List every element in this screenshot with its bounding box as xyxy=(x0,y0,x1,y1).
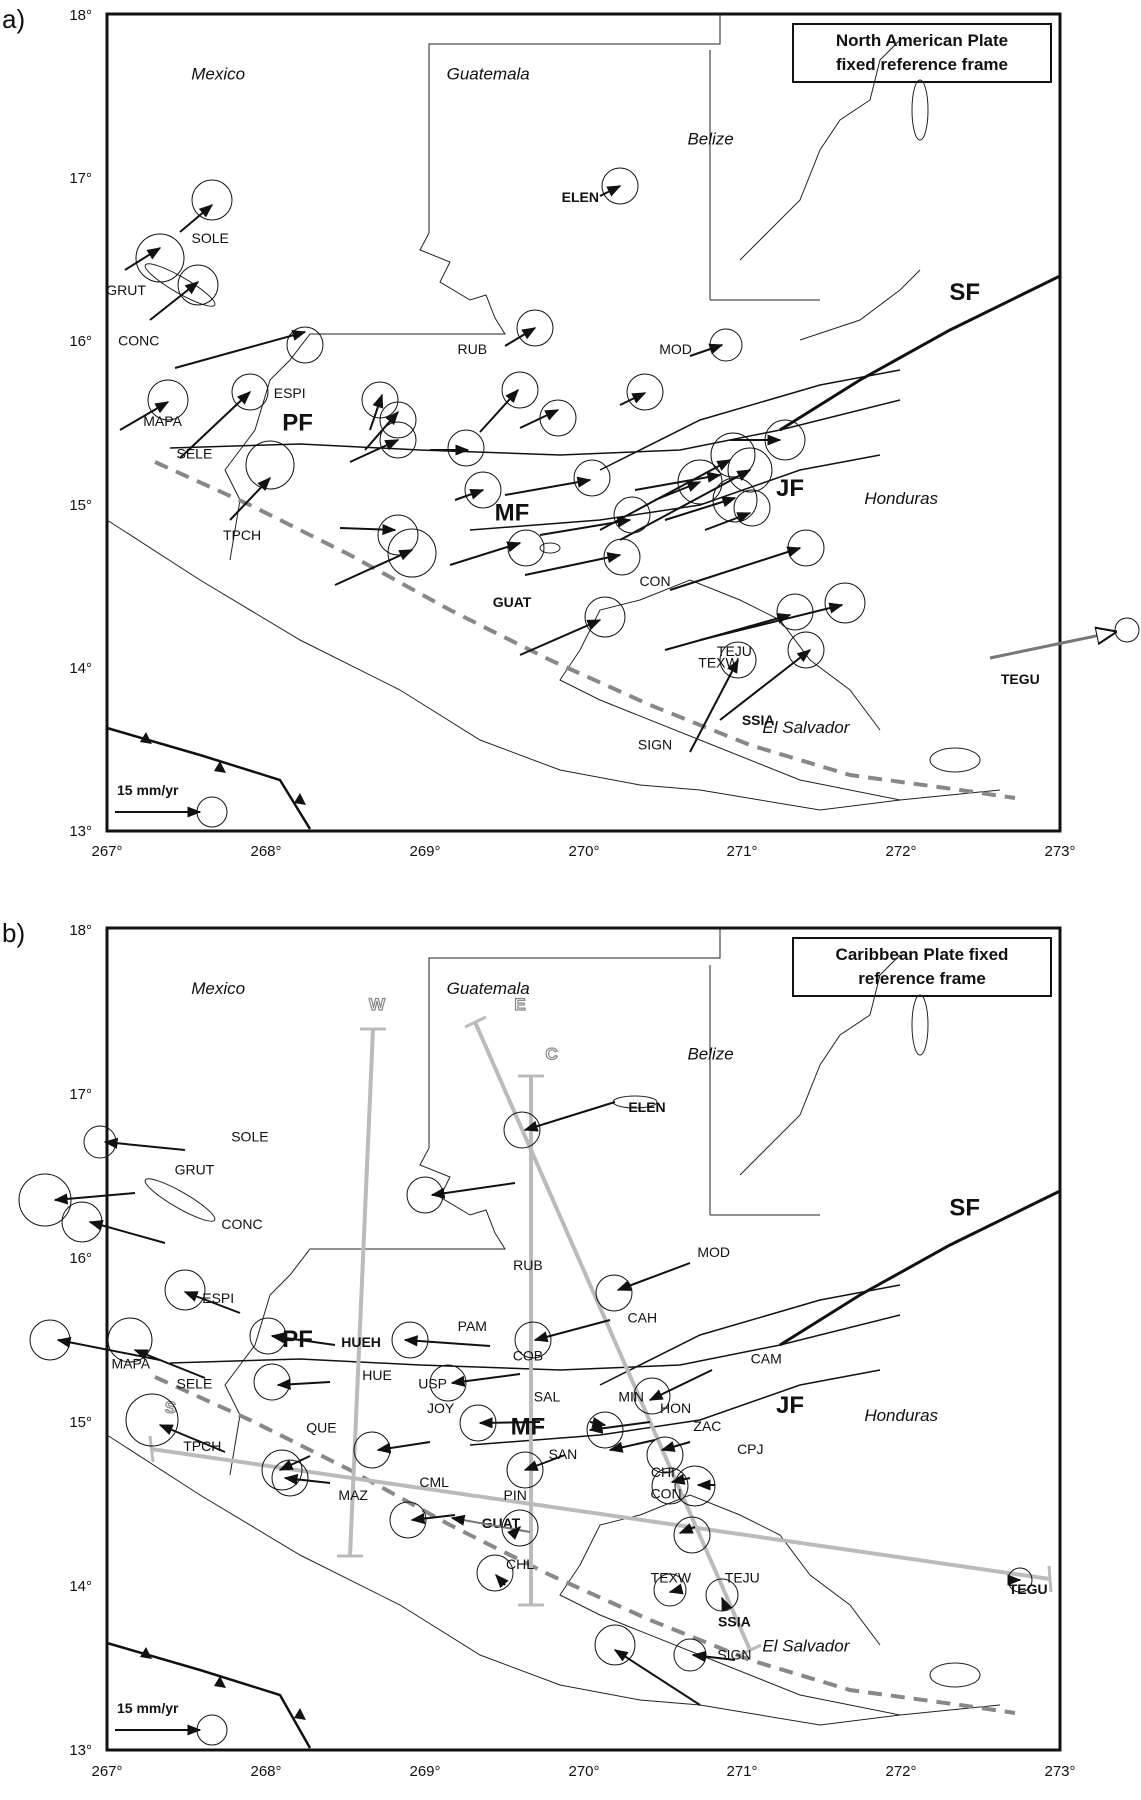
station-label-sign: SIGN xyxy=(637,736,673,753)
scale-arrow xyxy=(115,1700,227,1745)
lat-tick: 17° xyxy=(69,1086,92,1103)
station-label-cml: CML xyxy=(419,1474,449,1490)
station-label-mod: MOD xyxy=(659,340,692,357)
station-label-maz: MAZ xyxy=(338,1487,368,1504)
profile-label-e: E xyxy=(514,995,526,1015)
lon-tick: 268° xyxy=(250,843,282,860)
lon-tick: 270° xyxy=(568,1763,600,1780)
coast-islands xyxy=(141,995,980,1687)
country-label-honduras: Honduras xyxy=(864,1406,939,1426)
lat-tick: 16° xyxy=(69,1250,92,1267)
lon-tick: 273° xyxy=(1044,843,1076,860)
station-label-cob: COB xyxy=(512,1347,544,1364)
station-label-usp: USP xyxy=(418,1375,447,1392)
fault-label-mf: MF xyxy=(494,499,530,527)
lat-tick: 13° xyxy=(69,823,92,840)
lon-ticks xyxy=(91,1763,1075,1780)
profile-label-w: W xyxy=(368,995,386,1015)
lat-tick: 16° xyxy=(69,333,92,350)
station-label-sele: SELE xyxy=(176,445,213,462)
station-label-sal: SAL xyxy=(533,1388,561,1405)
station-label-grut: GRUT xyxy=(106,282,146,298)
station-label-sele: SELE xyxy=(176,1375,213,1392)
coast-islands xyxy=(141,80,980,772)
station-label-chi: CHI xyxy=(650,1464,675,1481)
station-label-conc: CONC xyxy=(221,1215,263,1232)
station-label-que: QUE xyxy=(306,1419,337,1436)
frame-title-box xyxy=(793,938,1051,996)
station-label-joy: JOY xyxy=(426,1400,455,1416)
lon-tick: 268° xyxy=(250,1763,282,1780)
country-label-mexico: Mexico xyxy=(191,64,246,84)
station-label-hueh: HUEH xyxy=(341,1334,381,1351)
profile-label-c: C xyxy=(545,1044,558,1064)
lat-tick: 14° xyxy=(69,660,92,677)
fault-label-jf: JF xyxy=(775,1392,805,1419)
fault-label-sf: SF xyxy=(949,278,981,306)
lon-tick: 272° xyxy=(885,1763,917,1780)
station-label-sign: SIGN xyxy=(717,1646,752,1663)
panel-b xyxy=(2,918,1076,1780)
fault-label-sf: SF xyxy=(949,1194,981,1222)
lon-ticks xyxy=(91,843,1075,860)
country-label-guatemala: Guatemala xyxy=(446,978,530,998)
country-label-honduras: Honduras xyxy=(864,489,939,509)
frame-title-line-1: North American Plate xyxy=(835,31,1009,50)
station-label-rub: RUB xyxy=(457,340,488,357)
station-label-texw: TEXW xyxy=(650,1569,692,1586)
lon-tick: 269° xyxy=(409,1763,441,1780)
station-label-cpj: CPJ xyxy=(737,1441,764,1458)
station-label-tpch: TPCH xyxy=(222,527,262,544)
scale-label: 15 mm/yr xyxy=(117,782,179,798)
country-label-mexico: Mexico xyxy=(191,978,246,998)
station-label-espi: ESPI xyxy=(202,1289,235,1306)
lat-tick: 13° xyxy=(69,1742,92,1759)
velocity-vectors xyxy=(120,168,1139,752)
country-label-guatemala: Guatemala xyxy=(446,64,530,84)
station-label-tegu: TEGU xyxy=(1000,670,1040,687)
station-labels xyxy=(111,1099,1047,1663)
panel-letter: a) xyxy=(2,4,26,34)
station-label-ssia: SSIA xyxy=(741,711,775,728)
station-label-conc: CONC xyxy=(118,332,160,349)
lon-tick: 267° xyxy=(91,843,123,860)
station-label-sole: SOLE xyxy=(191,229,229,246)
lat-tick: 14° xyxy=(69,1578,92,1595)
country-label-el-salvador: El Salvador xyxy=(762,1636,850,1656)
station-label-sole: SOLE xyxy=(231,1128,269,1145)
profile-labels xyxy=(165,995,558,1417)
station-label-cam: CAM xyxy=(750,1350,782,1367)
panel-letter: b) xyxy=(2,918,26,948)
station-label-con: CON xyxy=(650,1485,682,1502)
station-label-hue: HUE xyxy=(362,1367,392,1384)
lat-tick: 17° xyxy=(69,170,92,187)
fault-label-jf: JF xyxy=(775,475,805,502)
station-label-zac: ZAC xyxy=(693,1418,722,1435)
station-label-chl: CHL xyxy=(505,1556,535,1573)
station-label-rub: RUB xyxy=(513,1257,543,1273)
lon-tick: 271° xyxy=(726,1763,758,1780)
lon-tick: 272° xyxy=(885,843,917,860)
station-label-san: SAN xyxy=(548,1446,578,1462)
lon-tick: 271° xyxy=(726,843,758,860)
lat-tick: 15° xyxy=(69,497,92,514)
lon-tick: 273° xyxy=(1044,1763,1076,1780)
map-frame xyxy=(107,14,1060,831)
lon-tick: 269° xyxy=(409,843,441,860)
country-label-belize: Belize xyxy=(687,129,734,149)
lon-tick: 270° xyxy=(568,843,600,860)
lon-tick: 267° xyxy=(91,1763,123,1780)
station-label-espi: ESPI xyxy=(273,385,306,401)
station-label-elen: ELEN xyxy=(628,1099,666,1116)
station-label-guat: GUAT xyxy=(481,1515,521,1532)
fault-label-pf: PF xyxy=(282,409,313,437)
lat-tick: 15° xyxy=(69,1414,92,1431)
station-label-min: MIN xyxy=(618,1388,645,1405)
lat-ticks xyxy=(69,922,92,1759)
station-label-elen: ELEN xyxy=(561,188,599,205)
lat-ticks xyxy=(69,7,92,840)
frame-title-box xyxy=(793,24,1051,82)
station-label-hon: HON xyxy=(660,1400,692,1416)
lat-tick: 18° xyxy=(69,922,92,939)
station-label-teju: TEJU xyxy=(716,643,752,660)
faults-lines xyxy=(107,276,1060,829)
station-label-mapa: MAPA xyxy=(111,1355,151,1372)
station-label-mapa: MAPA xyxy=(143,412,182,429)
station-label-texw: TEXW xyxy=(698,654,739,671)
lat-tick: 18° xyxy=(69,7,92,24)
fault-label-mf: MF xyxy=(510,1413,546,1441)
station-label-guat: GUAT xyxy=(492,594,532,611)
country-label-belize: Belize xyxy=(687,1044,734,1064)
station-label-ssia: SSIA xyxy=(718,1613,751,1630)
frame-title-line-2: reference frame xyxy=(858,969,986,988)
station-label-grut: GRUT xyxy=(174,1161,215,1178)
panel-a xyxy=(2,4,1139,860)
frame-title-line-1: Caribbean Plate fixed xyxy=(835,945,1009,964)
station-label-teju: TEJU xyxy=(724,1569,760,1586)
scale-label: 15 mm/yr xyxy=(117,1700,179,1716)
station-label-tpch: TPCH xyxy=(183,1437,222,1454)
scale-arrow xyxy=(115,782,227,827)
station-label-pin: PIN xyxy=(503,1487,527,1504)
fault-label-pf: PF xyxy=(282,1326,313,1354)
profile-label-s: S xyxy=(164,1398,177,1417)
station-label-con: CON xyxy=(639,572,671,589)
station-label-cah: CAH xyxy=(627,1309,658,1326)
country-label-el-salvador: El Salvador xyxy=(762,718,850,737)
station-label-tegu: TEGU xyxy=(1008,1580,1048,1597)
frame-title-line-2: fixed reference frame xyxy=(836,55,1008,74)
station-label-mod: MOD xyxy=(697,1243,731,1260)
station-label-pam: PAM xyxy=(457,1317,487,1334)
